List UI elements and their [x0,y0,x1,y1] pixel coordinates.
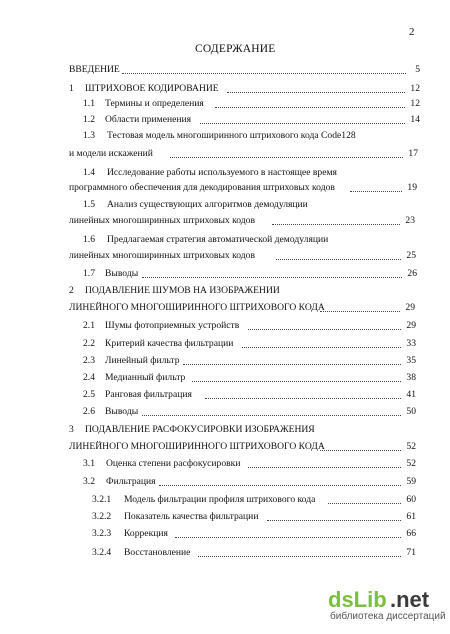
toc-leader [276,259,401,260]
toc-leader [198,556,401,557]
toc-entry-text: Медианный фильтр [105,372,186,383]
watermark-logo-main: dsLib [328,587,387,612]
toc-entry-page: 61 [406,511,416,522]
toc-leader [320,450,401,451]
toc-leader [142,277,402,278]
toc-entry-text: Выводы [105,406,139,417]
toc-leader [142,415,401,416]
toc-entry-number: 3.2.3 [92,528,112,539]
toc-entry-text: Предлагаемая стратегия автоматической демодуляции [107,234,329,245]
toc-entry-number: 3.2.4 [92,547,112,558]
toc-entry-text: Тестовая модель многоширинного штрихового кода Code128 [107,130,356,141]
toc-entry-text: Модель фильтрации профиля штрихового кода [124,494,316,505]
toc-entry-number: 1.4 [83,167,95,178]
toc-entry-page: 52 [406,441,416,452]
toc-leader [267,520,401,521]
toc-entry-text: Показатель качества фильтрации [124,511,259,522]
toc-entry-number: 2.2 [83,338,95,349]
toc-entry-text-continued: линейных многоширинных штриховых кодов [69,250,256,261]
toc-entry-text-continued: и модели искажений [69,148,153,159]
toc-entry-page: 17 [408,148,418,159]
toc-entry-text: Восстановление [124,547,191,558]
toc-leader [175,537,401,538]
toc-entry-number: 3.2 [83,476,95,487]
toc-entry-number: 2.5 [83,389,95,400]
toc-entry-page: 71 [406,547,416,558]
toc-leader [170,157,403,158]
toc-entry-number: 3 [69,424,74,435]
toc-entry-page: 38 [406,372,416,383]
toc-entry-page: 25 [406,250,416,261]
toc-entry-number: 1 [69,83,74,94]
toc-entry-text: Шумы фотоприемных устройств [105,320,240,331]
toc-entry-number: 1.2 [83,114,95,125]
toc-entry-page: 60 [406,494,416,505]
toc-entry-page: 26 [407,268,417,279]
toc-entry-number: 1.3 [83,130,95,141]
toc-entry-text: Линейный фильтр [105,355,180,366]
toc-leader [159,485,401,486]
toc-entry-page: 12 [410,83,420,94]
toc-entry-text: Выводы [105,268,139,279]
toc-entry-page: 5 [415,64,420,75]
toc-entry-page: 19 [407,182,417,193]
toc-entry-number: 3.1 [83,458,95,469]
toc-entry-number: 1.7 [83,268,95,279]
toc-entry-page: 23 [405,215,415,226]
toc-entry-text-continued: ЛИНЕЙНОГО МНОГОШИРИННОГО ШТРИХОВОГО КОДА [69,302,325,313]
toc-entry-page: 50 [406,406,416,417]
toc-entry-text: Анализ существующих алгоритмов демодуляции [107,199,308,210]
toc-entry-text: ПОДАВЛЕНИЕ РАСФОКУСИРОВКИ ИЗОБРАЖЕНИЯ [85,424,315,435]
toc-leader [248,329,401,330]
toc-entry-text: Области применения [105,114,192,125]
toc-leader [320,311,400,312]
toc-leader [242,347,401,348]
toc-entry-text-continued: ЛИНЕЙНОГО МНОГОШИРИННОГО ШТРИХОВОГО КОДА [69,441,325,452]
toc-entry-text: Оценка степени расфокусировки [106,458,241,469]
toc-entry-page: 66 [406,528,416,539]
toc-entry-text: Коррекция [124,528,168,539]
toc-entry-text: ВВЕДЕНИЕ [69,64,120,75]
toc-leader [328,503,401,504]
toc-entry-number: 2.1 [83,320,95,331]
toc-entry-text: Ранговая фильтрация [105,389,192,400]
toc-entry-text: Критерий качества фильтрации [105,338,234,349]
toc-entry-page: 52 [406,458,416,469]
toc-entry-page: 12 [410,98,420,109]
toc-leader [183,364,401,365]
toc-entry-number: 2.4 [83,372,95,383]
toc-entry-text-continued: программного обеспечения для декодирования штриховых кодов [69,182,335,193]
toc-leader [215,107,405,108]
watermark-logo-suffix: .net [390,587,430,612]
toc-entry-number: 2.3 [83,355,95,366]
toc-entry-page: 29 [405,302,415,313]
toc-leader [192,381,401,382]
toc-entry-page: 41 [406,389,416,400]
toc-entry-number: 2 [69,285,74,296]
toc-entry-text: ПОДАВЛЕНИЕ ШУМОВ НА ИЗОБРАЖЕНИИ [85,285,280,296]
toc-leader [350,191,402,192]
page-number: 2 [409,26,415,38]
toc-leader [205,398,401,399]
toc-entry-number: 1.6 [83,234,95,245]
toc-leader [272,224,400,225]
toc-leader [248,467,401,468]
toc-entry-number: 3.2.2 [92,511,112,522]
toc-entry-page: 14 [410,114,420,125]
toc-entry-text: ШТРИХОВОЕ КОДИРОВАНИЕ [85,83,219,94]
toc-entry-number: 3.2.1 [92,494,112,505]
page-title: СОДЕРЖАНИЕ [195,43,276,55]
toc-entry-text: Фильтрация [106,476,156,487]
toc-entry-page: 29 [406,320,416,331]
toc-entry-page: 33 [406,338,416,349]
toc-entry-text: Исследование работы используемого в настоящее время [107,167,337,178]
toc-entry-text-continued: линейных многоширинных штриховых кодов [69,215,256,226]
toc-leader [200,123,405,124]
toc-entry-text: Термины и определения [105,98,204,109]
toc-leader [227,92,405,93]
toc-entry-page: 35 [406,355,416,366]
toc-entry-number: 1.1 [83,98,95,109]
toc-entry-number: 2.6 [83,406,95,417]
watermark-tagline: библиотека диссертаций [330,611,446,622]
toc-entry-page: 59 [406,476,416,487]
toc-entry-number: 1.5 [83,199,95,210]
toc-leader [122,73,406,74]
